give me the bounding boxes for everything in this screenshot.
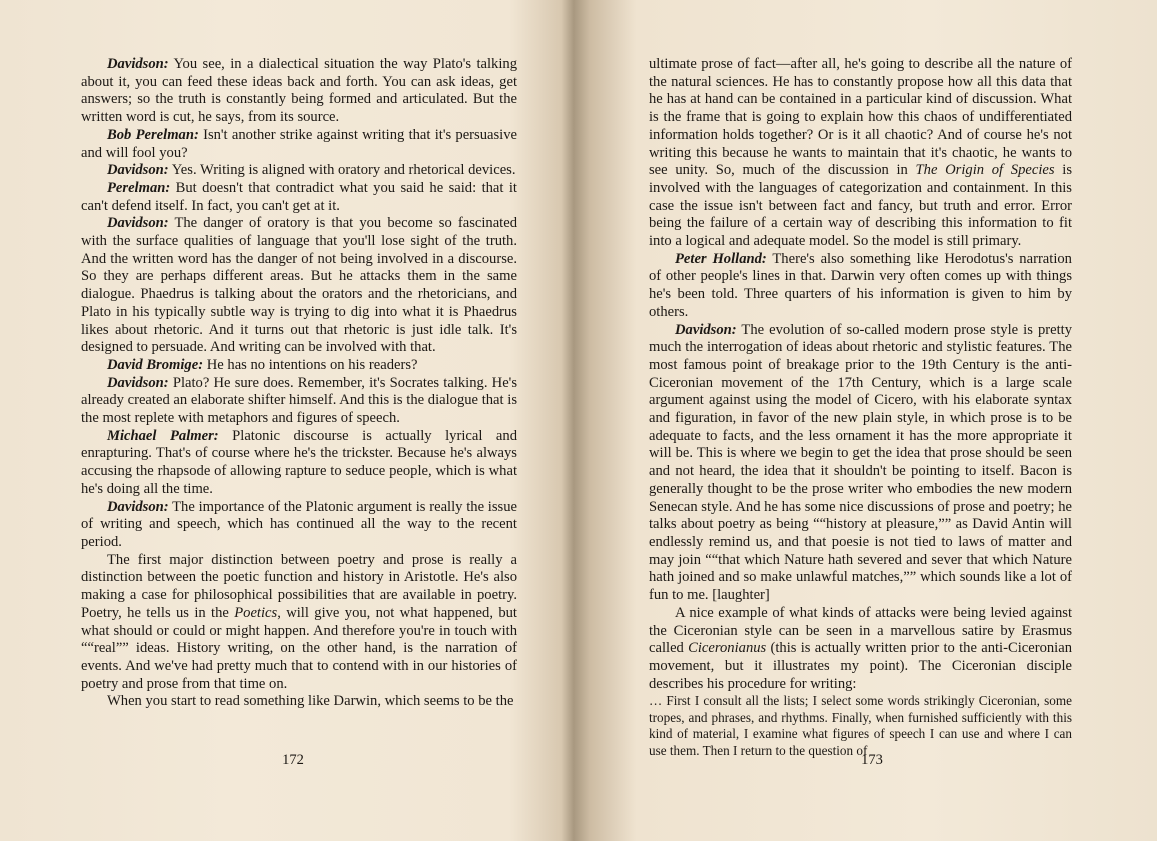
paragraph-text: But doesn't that contradict what you said he said: that it can't defend itself. In fact, you can't get at it. — [81, 179, 517, 214]
speaker-label: Peter Holland: — [675, 250, 767, 267]
paragraph — [649, 56, 1072, 251]
paragraph — [81, 162, 517, 180]
work-title: The Origin of Species — [915, 162, 1055, 179]
paragraph-text: A nice example of what kinds of attacks were being levied against the Ciceronian style can be seen in a marvellous satire by Erasmus called — [649, 604, 1072, 657]
paragraph — [81, 499, 517, 552]
speaker-label: Davidson: — [107, 374, 169, 391]
paragraph-text: The danger of oratory is that you become so fascinated with the surface qualities of language that you'll lose sight of the truth. And the written word has the danger of not being involved in a discourse. So they are perhaps different areas. But he attacks them in the same dialogue. Phaedrus is talking about the orators and the rhetoricians, and Plato in his typically subtle way is trying to dig into what it is Phaedrus likes about rhetoric. And it turns out that rhetoric is just idle talk. It's designed to persuade. And writing can be involved with that. — [81, 215, 518, 356]
paragraph — [81, 180, 517, 215]
paragraph-text: Plato? He sure does. Remember, it's Socrates talking. He's already created an elaborate shifter himself. And this is the dialogue that is the most replete with metaphors and figures of speech. — [81, 374, 517, 427]
paragraph-text: You see, in a dialectical situation the way Plato's talking about it, you can feed these ideas back and forth. You can ask ideas, get answers; so the truth is constantly being formed and articulated. But the written word is cut, he says, from its source. — [81, 56, 518, 126]
speaker-label: Perelman: — [107, 179, 171, 196]
paragraph-text: When you start to read something like Darwin, which seems to be the — [107, 693, 514, 710]
paragraph-text: He has no intentions on his readers? — [206, 356, 418, 373]
paragraph — [81, 428, 517, 499]
paragraph-text: (this is actually written prior to the anti-Ciceronian movement, but it illustrates my point). The Ciceronian disciple describes his procedure for writing: — [649, 640, 1072, 692]
paragraph-text: The evolution of so-called modern prose style is pretty much the interrogation of ideas about rhetoric and stylistic features. The most famous point of breakage prior to the 19th Century is the anti-Ciceronian movement of the 17th Century, which is a large scale argument against using the model of Cicero, with his elaborate syntax and figuration, in favor of the new plain style, in which prose is to be adequate to facts, and the less ornament it has the more appropriate it will be. This is where we begin to get the idea that prose should be seen and not heard, the idea that it shouldn't be pointing to itself. Bacon is generally thought to be the prose writer who embodies the new modern Senecan style. And he has some nice discussions of prose and poetry; he talks about poetry as being ““history at pleasure,”” as David Antin will endlessly remind us, and that poesie is not tied to laws of matter and may join ““that which Nature hath severed and sever that which Nature hath joined and so make unlawful matches,”” which sounds like a lot of fun to me. [laughter] — [649, 321, 1072, 604]
paragraph-text: The first major distinction between poetry and prose is really a distinction between the poetic function and history in Aristotle. He's also making a case for philosophical possibilities that are available in poetry. Poetry, he tells us in the — [81, 551, 517, 621]
paragraph-text: Isn't another strike against writing that it's persuasive and will fool you? — [81, 126, 517, 161]
work-title: Ciceronianus — [688, 640, 767, 657]
page-number: 172 — [282, 752, 304, 768]
right-page — [578, 0, 1157, 841]
right-page-text — [649, 56, 1072, 759]
paragraph — [649, 251, 1072, 322]
work-title: Poetics — [234, 604, 278, 621]
speaker-label: Davidson: — [107, 498, 169, 515]
paragraph — [649, 605, 1072, 694]
paragraph — [649, 322, 1072, 605]
paragraph-text: Yes. Writing is aligned with oratory and rhetorical devices. — [171, 162, 516, 179]
paragraph — [81, 693, 517, 711]
page-number: 173 — [861, 752, 883, 768]
paragraph-text: ultimate prose of fact—after all, he's going to describe all the nature of the natural sciences. He has to constantly propose how all this data that he has at hand can be contained in a particular kind of discussion. What is the frame that is going to explain how this chaos of undifferentiated information holds together? Or is it all chaotic? And of course he's not writing this because he wants to maintain that it's chaotic, he wants to see unity. So, much of the discussion in — [649, 56, 1072, 179]
speaker-label: Davidson: — [107, 56, 169, 72]
paragraph-text: The importance of the Platonic argument is really the issue of writing and speech, which has continued all the way to the recent period. — [81, 498, 517, 550]
paragraph — [81, 552, 517, 694]
paragraph — [81, 357, 517, 375]
block-quote: … First I consult all the lists; I select some words strikingly Ciceronian, some tropes, and phrases, and rhythms. Finally, when furnished sufficiently with this kind of material, I examine what figures of speech I can use and where I can use them. Then I return to the question of — [649, 693, 1072, 758]
paragraph — [81, 215, 517, 357]
speaker-label: Michael Palmer: — [107, 427, 219, 444]
speaker-label: Davidson: — [107, 162, 169, 179]
speaker-label: Bob Perelman: — [107, 126, 199, 143]
speaker-label: Davidson: — [675, 321, 737, 338]
speaker-label: Davidson: — [107, 215, 169, 232]
paragraph-text: There's also something like Herodotus's narration of other people's lines in that. Darwin very often comes up with things he's been told. Three quarters of his information is given to him by others. — [649, 250, 1072, 320]
left-page-text — [81, 56, 517, 711]
paragraph — [81, 375, 517, 428]
paragraph-text: Platonic discourse is actually lyrical and enrapturing. That's of course where he's the trickster. Because he's always accusing the rhapsode of allowing rapture to seduce people, which is what he's doing all the time. — [81, 427, 517, 497]
paragraph — [81, 127, 517, 162]
paragraph-text: is involved with the languages of categorization and containment. In this case the issue isn't between fact and fancy, but truth and error. Error being the failure of a certain way of describing this information to fit into a logical and adequate model. So the model is still primary. — [649, 162, 1072, 250]
left-page — [0, 0, 578, 841]
paragraph-text: , will give you, not what happened, but what should or could or might happen. And therefore you're in touch with ““real”” ideas. History writing, on the other hand, is the narration of events. And we've had pretty much that to contend with in our histories of poetry and prose from that time on. — [81, 604, 517, 692]
speaker-label: David Bromige: — [107, 356, 204, 373]
paragraph — [81, 56, 517, 127]
